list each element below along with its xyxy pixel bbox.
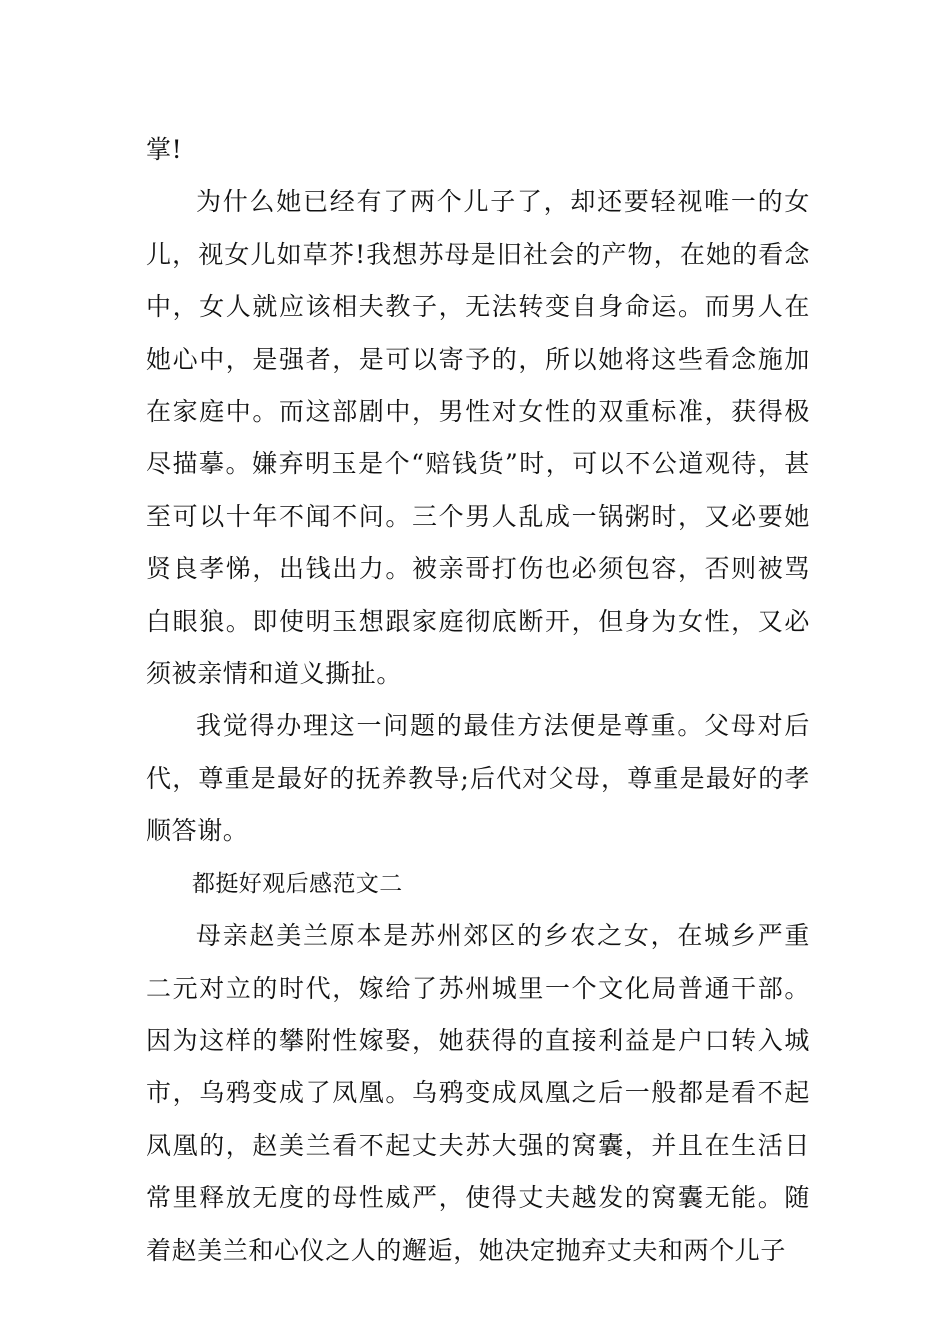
paragraph-1: 为什么她已经有了两个儿子了，却还要轻视唯一的女儿，视女儿如草芥!我想苏母是旧社会的产物，在她的看念中，女人就应该相夫教子，无法转变自身命运。而男人在她心中，是强者，是可以寄予的，所以她将这些看念施加在家庭中。而这部剧中，男性对女性的双重标准，获得极尽描摹。嫌弃明玉是个“赔钱货”时，可以不公道观待，甚至可以十年不闻不问。三个男人乱成一锅粥时，又必要她贤良孝悌，出钱出力。被亲哥打伤也必须包容，否则被骂白眼狼。即使明玉想跟家庭彻底断开，但身为女性，又必须被亲情和道义撕扯。 [146,187,810,689]
paragraph-2: 我觉得办理这一问题的最佳方法便是尊重。父母对后代，尊重是最好的抚养教导;后代对父母，尊重是最好的孝顺答谢。 [146,711,810,846]
paragraph-3: 母亲赵美兰原本是苏州郊区的乡农之女，在城乡严重二元对立的时代，嫁给了苏州城里一个文化局普通干部。因为这样的攀附性嫁娶，她获得的直接利益是户口转入城市，乌鸦变成了凤凰。乌鸦变成凤凰之后一般都是看不起凤凰的，赵美兰看不起丈夫苏大强的窝囊，并且在生活日常里释放无度的母性威严，使得丈夫越发的窝囊无能。随着赵美兰和心仪之人的邂逅，她决定抛弃丈夫和两个儿子 [146,921,810,1265]
paragraph-continuation: 掌! [146,135,183,164]
section-heading: 都挺好观后感范文二 [192,870,403,897]
document-body [146,124,810,1277]
